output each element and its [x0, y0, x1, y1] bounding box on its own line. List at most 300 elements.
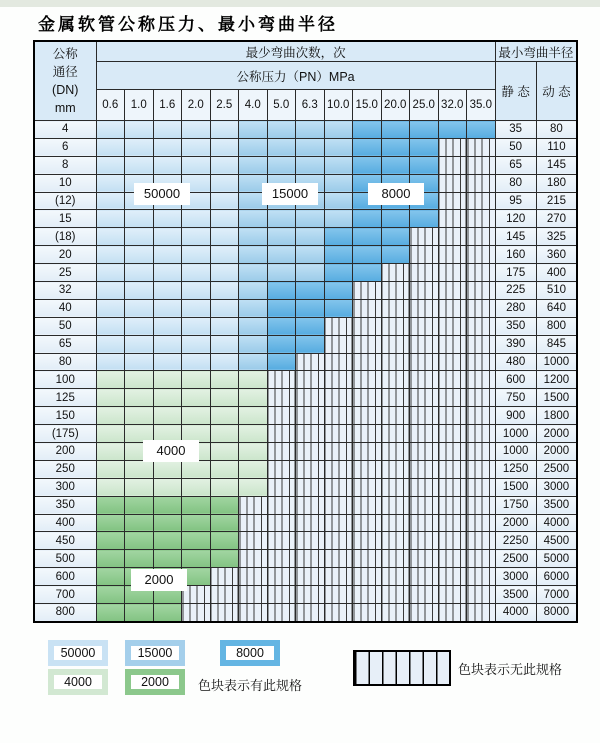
no-spec-cell	[467, 371, 496, 389]
static-value-cell: 80	[495, 174, 536, 192]
spec-cell-4000	[210, 389, 239, 407]
spec-cell-8000	[296, 282, 325, 300]
dn-cell: 50	[34, 317, 96, 335]
spec-cell-50000	[182, 228, 211, 246]
spec-cell-8000	[324, 246, 353, 264]
spec-cell-4000	[239, 443, 268, 461]
spec-cell-2000	[182, 514, 211, 532]
static-value-cell: 225	[495, 282, 536, 300]
spec-cell-15000	[296, 228, 325, 246]
spec-cell-50000	[153, 317, 182, 335]
static-value-cell: 280	[495, 299, 536, 317]
dn-cell: 4	[34, 121, 96, 139]
no-spec-cell	[410, 532, 439, 550]
no-spec-cell	[381, 496, 410, 514]
spec-cell-50000	[210, 264, 239, 282]
no-spec-cell	[296, 443, 325, 461]
spec-cell-15000	[239, 335, 268, 353]
spec-cell-4000	[96, 460, 125, 478]
table-row	[34, 138, 577, 156]
spec-cell-4000	[210, 478, 239, 496]
no-spec-cell	[296, 389, 325, 407]
no-spec-cell	[410, 407, 439, 425]
static-header: 静 态	[495, 62, 536, 121]
spec-cell-8000	[353, 121, 382, 139]
no-spec-cell	[296, 550, 325, 568]
table-row	[34, 210, 577, 228]
spec-cell-50000	[125, 264, 154, 282]
no-spec-cell	[381, 299, 410, 317]
spec-cell-50000	[210, 192, 239, 210]
spec-cell-50000	[182, 317, 211, 335]
spec-cell-4000	[210, 425, 239, 443]
no-spec-cell	[381, 478, 410, 496]
no-spec-cell	[467, 228, 496, 246]
spec-cell-8000	[267, 353, 296, 371]
no-spec-cell	[467, 586, 496, 604]
spec-cell-4000	[239, 478, 268, 496]
no-spec-cell	[267, 407, 296, 425]
no-spec-cell	[267, 460, 296, 478]
spec-cell-50000	[125, 299, 154, 317]
table-row	[34, 550, 577, 568]
no-spec-cell	[239, 604, 268, 622]
no-spec-cell	[467, 210, 496, 228]
spec-cell-2000	[125, 532, 154, 550]
no-spec-cell	[353, 496, 382, 514]
static-value-cell: 480	[495, 353, 536, 371]
table-row	[34, 335, 577, 353]
no-spec-cell	[353, 407, 382, 425]
page-title: 金属软管公称压力、最小弯曲半径	[38, 15, 338, 35]
no-spec-cell	[467, 496, 496, 514]
spec-cell-50000	[182, 210, 211, 228]
no-spec-cell	[438, 246, 467, 264]
spec-cell-2000	[125, 496, 154, 514]
no-spec-cell	[438, 389, 467, 407]
no-spec-cell	[438, 443, 467, 461]
table-row	[34, 246, 577, 264]
spec-cell-15000	[239, 299, 268, 317]
no-spec-cell	[324, 568, 353, 586]
static-value-cell: 120	[495, 210, 536, 228]
no-spec-cell	[267, 586, 296, 604]
table-row	[34, 317, 577, 335]
dynamic-value-cell: 180	[536, 174, 577, 192]
no-spec-cell	[438, 210, 467, 228]
dynamic-value-cell: 1500	[536, 389, 577, 407]
spec-cell-50000	[96, 192, 125, 210]
spec-cell-2000	[182, 496, 211, 514]
no-spec-cell	[210, 568, 239, 586]
spec-cell-50000	[182, 282, 211, 300]
spec-cell-8000	[438, 121, 467, 139]
spec-cell-15000	[239, 156, 268, 174]
static-value-cell: 2500	[495, 550, 536, 568]
no-spec-cell	[438, 371, 467, 389]
legend-no-spec-hatch-box	[353, 650, 451, 686]
table-row	[34, 407, 577, 425]
no-spec-cell	[210, 604, 239, 622]
spec-cell-50000	[210, 246, 239, 264]
spec-cell-4000	[182, 389, 211, 407]
dynamic-value-cell: 1200	[536, 371, 577, 389]
pressure-col-25.0: 25.0	[410, 90, 439, 121]
table-row	[34, 568, 577, 586]
no-spec-cell	[467, 192, 496, 210]
spec-cell-50000	[125, 156, 154, 174]
no-spec-cell	[410, 371, 439, 389]
dn-cell: (12)	[34, 192, 96, 210]
no-spec-cell	[438, 228, 467, 246]
no-spec-cell	[324, 335, 353, 353]
spec-cell-50000	[182, 335, 211, 353]
spec-cell-2000	[153, 604, 182, 622]
no-spec-cell	[239, 586, 268, 604]
spec-cell-8000	[353, 156, 382, 174]
spec-cell-50000	[210, 317, 239, 335]
static-value-cell: 1000	[495, 443, 536, 461]
spec-cell-2000	[153, 514, 182, 532]
spec-cell-15000	[296, 264, 325, 282]
dynamic-value-cell: 145	[536, 156, 577, 174]
no-spec-cell	[353, 478, 382, 496]
spec-cell-50000	[96, 317, 125, 335]
dynamic-value-cell: 5000	[536, 550, 577, 568]
page-top-strip	[0, 0, 600, 7]
no-spec-cell	[353, 604, 382, 622]
pressure-col-1.6: 1.6	[153, 90, 182, 121]
dn-cell: 600	[34, 568, 96, 586]
spec-cell-15000	[239, 282, 268, 300]
spec-cell-15000	[239, 264, 268, 282]
no-spec-cell	[381, 282, 410, 300]
spec-cell-50000	[125, 210, 154, 228]
spec-cell-8000	[296, 299, 325, 317]
min-radius-header: 最小弯曲半径	[495, 41, 577, 62]
spec-cell-50000	[96, 121, 125, 139]
spec-cell-15000	[296, 138, 325, 156]
no-spec-cell	[353, 425, 382, 443]
dn-cell: 15	[34, 210, 96, 228]
dynamic-value-cell: 325	[536, 228, 577, 246]
no-spec-cell	[467, 282, 496, 300]
dynamic-value-cell: 7000	[536, 586, 577, 604]
spec-cell-8000	[381, 228, 410, 246]
spec-cell-15000	[239, 138, 268, 156]
dynamic-value-cell: 2500	[536, 460, 577, 478]
spec-cell-8000	[353, 138, 382, 156]
dn-cell: 10	[34, 174, 96, 192]
spec-cell-50000	[153, 121, 182, 139]
spec-cell-50000	[153, 228, 182, 246]
no-spec-cell	[467, 425, 496, 443]
static-value-cell: 350	[495, 317, 536, 335]
spec-cell-8000	[324, 282, 353, 300]
spec-cell-50000	[153, 138, 182, 156]
no-spec-cell	[239, 496, 268, 514]
no-spec-cell	[239, 532, 268, 550]
spec-cell-15000	[324, 210, 353, 228]
dn-cell: 20	[34, 246, 96, 264]
spec-cell-8000	[381, 138, 410, 156]
spec-cell-4000	[153, 460, 182, 478]
no-spec-cell	[410, 568, 439, 586]
no-spec-cell	[467, 156, 496, 174]
no-spec-cell	[467, 568, 496, 586]
spec-cell-2000	[210, 550, 239, 568]
spec-cell-4000	[96, 478, 125, 496]
spec-cell-8000	[353, 264, 382, 282]
zone-label-4000: 4000	[143, 440, 199, 462]
dynamic-value-cell: 270	[536, 210, 577, 228]
no-spec-cell	[296, 407, 325, 425]
dynamic-value-cell: 3500	[536, 496, 577, 514]
no-spec-cell	[438, 478, 467, 496]
spec-cell-50000	[125, 138, 154, 156]
no-spec-cell	[381, 407, 410, 425]
zone-label-15000: 15000	[262, 183, 318, 205]
dn-cell: 65	[34, 335, 96, 353]
spec-cell-15000	[267, 264, 296, 282]
spec-cell-50000	[210, 174, 239, 192]
spec-cell-15000	[267, 210, 296, 228]
spec-cell-2000	[153, 550, 182, 568]
no-spec-cell	[467, 174, 496, 192]
dn-cell: 500	[34, 550, 96, 568]
legend-swatch-2000: 2000	[125, 669, 185, 695]
spec-cell-8000	[353, 228, 382, 246]
no-spec-cell	[467, 478, 496, 496]
dn-cell: 8	[34, 156, 96, 174]
spec-cell-50000	[182, 156, 211, 174]
spec-cell-50000	[125, 353, 154, 371]
spec-cell-8000	[381, 121, 410, 139]
spec-cell-2000	[125, 514, 154, 532]
spec-cell-50000	[125, 282, 154, 300]
dynamic-value-cell: 800	[536, 317, 577, 335]
table-row	[34, 425, 577, 443]
dn-cell: 125	[34, 389, 96, 407]
table-row	[34, 282, 577, 300]
spec-cell-2000	[210, 532, 239, 550]
spec-cell-4000	[125, 460, 154, 478]
no-spec-cell	[353, 550, 382, 568]
no-spec-cell	[438, 353, 467, 371]
dynamic-value-cell: 1800	[536, 407, 577, 425]
spec-cell-8000	[410, 210, 439, 228]
no-spec-cell	[324, 389, 353, 407]
no-spec-cell	[410, 264, 439, 282]
spec-cell-8000	[267, 317, 296, 335]
spec-cell-4000	[239, 371, 268, 389]
no-spec-cell	[353, 335, 382, 353]
spec-cell-50000	[125, 246, 154, 264]
no-spec-cell	[438, 282, 467, 300]
table-row	[34, 478, 577, 496]
no-spec-cell	[296, 514, 325, 532]
spec-cell-4000	[96, 389, 125, 407]
pressure-col-35.0: 35.0	[467, 90, 496, 121]
no-spec-cell	[467, 246, 496, 264]
no-spec-cell	[381, 335, 410, 353]
spec-cell-2000	[96, 586, 125, 604]
dn-cell: 700	[34, 586, 96, 604]
spec-cell-15000	[324, 192, 353, 210]
no-spec-cell	[438, 550, 467, 568]
spec-table-wrap	[33, 40, 578, 623]
static-value-cell: 2250	[495, 532, 536, 550]
pressure-col-1.0: 1.0	[125, 90, 154, 121]
no-spec-cell	[467, 514, 496, 532]
no-spec-cell	[381, 353, 410, 371]
no-spec-cell	[438, 335, 467, 353]
spec-cell-4000	[96, 407, 125, 425]
no-spec-cell	[381, 371, 410, 389]
spec-cell-50000	[182, 138, 211, 156]
spec-cell-2000	[96, 550, 125, 568]
no-spec-cell	[267, 532, 296, 550]
no-spec-cell	[438, 514, 467, 532]
no-spec-cell	[239, 568, 268, 586]
dynamic-value-cell: 4000	[536, 514, 577, 532]
legend	[0, 636, 600, 706]
no-spec-cell	[296, 496, 325, 514]
dn-cell: 32	[34, 282, 96, 300]
no-spec-cell	[324, 496, 353, 514]
pressure-col-15.0: 15.0	[353, 90, 382, 121]
dn-cell: (18)	[34, 228, 96, 246]
no-spec-cell	[467, 264, 496, 282]
spec-cell-4000	[96, 425, 125, 443]
spec-cell-2000	[125, 550, 154, 568]
spec-cell-2000	[96, 514, 125, 532]
spec-cell-4000	[182, 460, 211, 478]
static-value-cell: 3000	[495, 568, 536, 586]
no-spec-cell	[410, 335, 439, 353]
dn-cell: 800	[34, 604, 96, 622]
spec-cell-15000	[267, 121, 296, 139]
no-spec-cell	[324, 407, 353, 425]
spec-cell-50000	[210, 121, 239, 139]
no-spec-cell	[182, 604, 211, 622]
dynamic-value-cell: 2000	[536, 425, 577, 443]
no-spec-cell	[267, 568, 296, 586]
dn-cell: 100	[34, 371, 96, 389]
dynamic-value-cell: 400	[536, 264, 577, 282]
spec-cell-15000	[296, 156, 325, 174]
spec-cell-50000	[153, 335, 182, 353]
dn-cell: (175)	[34, 425, 96, 443]
spec-cell-2000	[96, 532, 125, 550]
no-spec-cell	[381, 389, 410, 407]
spec-cell-50000	[96, 228, 125, 246]
pressure-col-4.0: 4.0	[239, 90, 268, 121]
spec-cell-8000	[410, 156, 439, 174]
spec-cell-4000	[153, 389, 182, 407]
spec-cell-50000	[96, 282, 125, 300]
no-spec-cell	[438, 568, 467, 586]
dn-cell: 25	[34, 264, 96, 282]
spec-cell-2000	[96, 604, 125, 622]
spec-cell-50000	[210, 156, 239, 174]
spec-cell-50000	[96, 264, 125, 282]
spec-cell-4000	[239, 425, 268, 443]
no-spec-cell	[438, 407, 467, 425]
spec-cell-4000	[125, 371, 154, 389]
no-spec-cell	[324, 586, 353, 604]
spec-cell-15000	[239, 353, 268, 371]
spec-cell-50000	[210, 353, 239, 371]
no-spec-cell	[296, 460, 325, 478]
no-spec-cell	[239, 514, 268, 532]
no-spec-cell	[438, 604, 467, 622]
dynamic-header: 动 态	[536, 62, 577, 121]
spec-cell-50000	[153, 299, 182, 317]
spec-cell-8000	[467, 121, 496, 139]
spec-cell-4000	[125, 407, 154, 425]
no-spec-cell	[438, 460, 467, 478]
no-spec-cell	[410, 460, 439, 478]
spec-cell-50000	[96, 174, 125, 192]
table-row	[34, 228, 577, 246]
table-row	[34, 371, 577, 389]
no-spec-cell	[353, 443, 382, 461]
spec-cell-50000	[125, 228, 154, 246]
table-row	[34, 389, 577, 407]
no-spec-cell	[296, 353, 325, 371]
spec-cell-4000	[96, 443, 125, 461]
spec-cell-8000	[296, 317, 325, 335]
no-spec-cell	[324, 478, 353, 496]
pressure-col-32.0: 32.0	[438, 90, 467, 121]
table-row	[34, 353, 577, 371]
no-spec-cell	[438, 299, 467, 317]
spec-cell-2000	[210, 514, 239, 532]
dynamic-value-cell: 6000	[536, 568, 577, 586]
no-spec-cell	[324, 532, 353, 550]
static-value-cell: 4000	[495, 604, 536, 622]
spec-cell-15000	[267, 228, 296, 246]
spec-cell-50000	[153, 246, 182, 264]
no-spec-cell	[410, 514, 439, 532]
no-spec-cell	[267, 496, 296, 514]
no-spec-cell	[467, 353, 496, 371]
dn-cell: 300	[34, 478, 96, 496]
no-spec-cell	[353, 299, 382, 317]
no-spec-cell	[410, 282, 439, 300]
dn-cell: 150	[34, 407, 96, 425]
dynamic-value-cell: 80	[536, 121, 577, 139]
spec-cell-8000	[353, 210, 382, 228]
no-spec-cell	[353, 586, 382, 604]
legend-swatch-4000: 4000	[48, 669, 108, 695]
no-spec-cell	[381, 586, 410, 604]
no-spec-cell	[467, 443, 496, 461]
dn-header: 公称 通径 (DN) mm	[34, 41, 96, 121]
legend-swatch-8000: 8000	[220, 640, 280, 666]
dynamic-value-cell: 3000	[536, 478, 577, 496]
static-value-cell: 750	[495, 389, 536, 407]
spec-cell-50000	[182, 246, 211, 264]
no-spec-cell	[381, 532, 410, 550]
no-spec-cell	[410, 228, 439, 246]
dn-cell: 200	[34, 443, 96, 461]
no-spec-cell	[353, 389, 382, 407]
spec-cell-8000	[324, 299, 353, 317]
spec-cell-50000	[96, 335, 125, 353]
no-spec-cell	[267, 389, 296, 407]
